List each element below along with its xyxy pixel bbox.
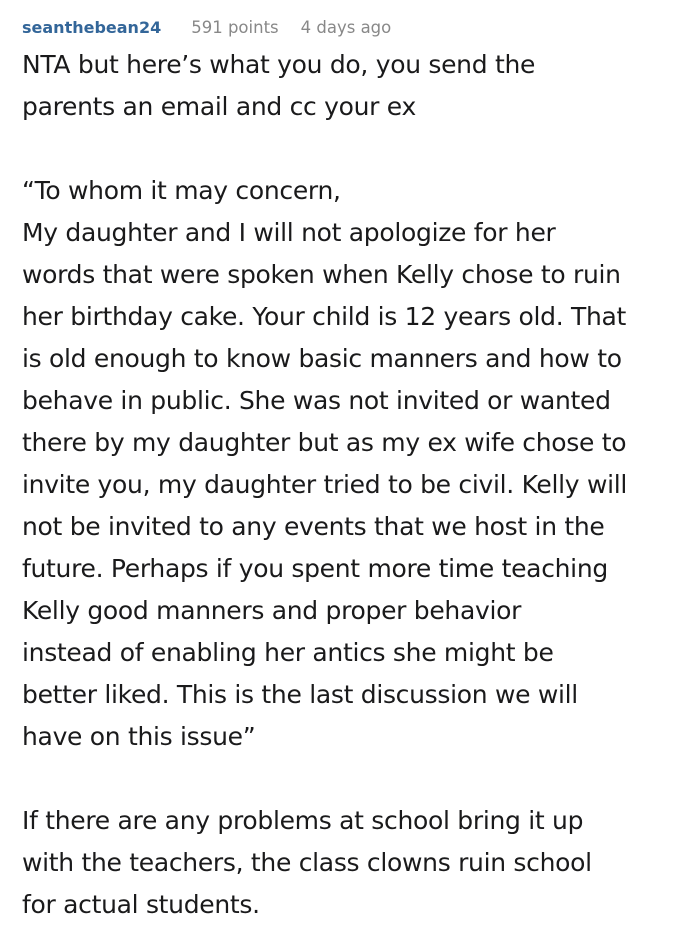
text-line: is old enough to know basic manners and how to [22, 344, 622, 373]
text-line: with the teachers, the class clowns ruin school [22, 848, 592, 877]
timestamp: 4 days ago [300, 18, 392, 37]
text-line: invite you, my daughter tried to be civil. Kelly will [22, 470, 628, 499]
comment-body [22, 44, 692, 926]
paragraph-letter [22, 170, 692, 758]
text-line: parents an email and cc your ex [22, 92, 416, 121]
text-line: If there are any problems at school bring it up [22, 806, 584, 835]
points-count: 591 points [191, 18, 279, 37]
text-line: future. Perhaps if you spent more time teaching [22, 554, 608, 583]
comment [22, 18, 692, 926]
paragraph-intro [22, 44, 692, 128]
text-line: there by my daughter but as my ex wife chose to [22, 428, 627, 457]
comment-meta [22, 18, 692, 44]
paragraph-closing [22, 800, 692, 926]
text-line: instead of enabling her antics she might be [22, 638, 554, 667]
text-line: not be invited to any events that we host in the [22, 512, 605, 541]
text-line: have on this issue” [22, 722, 256, 751]
text-line: My daughter and I will not apologize for her [22, 218, 556, 247]
text-line: Kelly good manners and proper behavior [22, 596, 522, 625]
text-line: “To whom it may concern, [22, 176, 341, 205]
text-line: NTA but here’s what you do, you send the [22, 50, 536, 79]
text-line: behave in public. She was not invited or wanted [22, 386, 611, 415]
paragraph-gap [22, 128, 692, 170]
text-line: for actual students. [22, 890, 260, 919]
text-line: better liked. This is the last discussion we will [22, 680, 578, 709]
paragraph-gap [22, 758, 692, 800]
text-line: her birthday cake. Your child is 12 years old. That [22, 302, 627, 331]
text-line: words that were spoken when Kelly chose to ruin [22, 260, 621, 289]
username-link[interactable]: seanthebean24 [22, 18, 162, 37]
